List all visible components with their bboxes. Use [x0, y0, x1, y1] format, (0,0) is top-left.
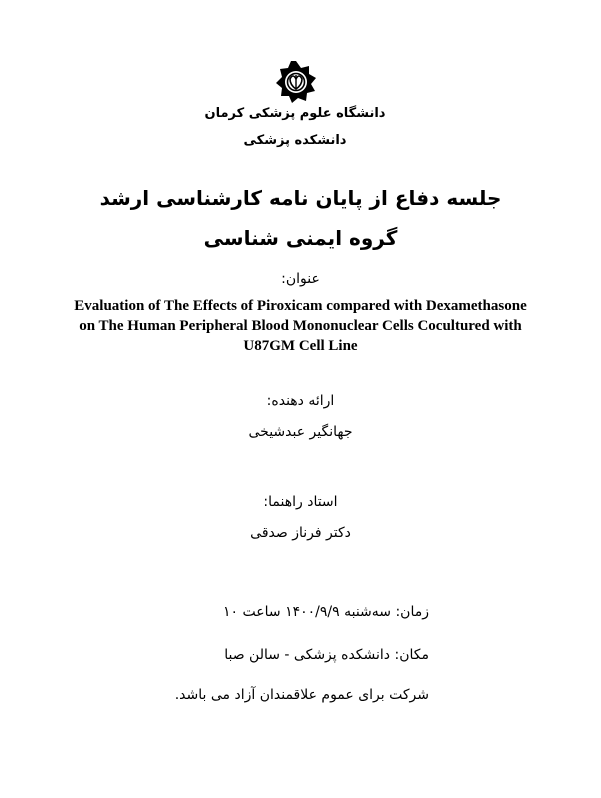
page-title: جلسه دفاع از پایان نامه کارشناسی ارشد	[99, 186, 502, 210]
presenter-name: جهانگیر عبدشیخی	[248, 424, 353, 440]
university-name: دانشگاه علوم پزشکی کرمان	[204, 106, 386, 121]
presenter-label: ارائه دهنده:	[266, 393, 335, 409]
university-emblem-icon	[274, 60, 318, 104]
department-title: گروه ایمنی شناسی	[203, 226, 398, 250]
thesis-title-line: U87GM Cell Line	[243, 338, 358, 354]
thesis-title-line: on The Human Peripheral Blood Mononuclear Cells Cocultured with	[79, 318, 522, 334]
advisor-name: دکتر فرناز صدقی	[250, 525, 351, 541]
thesis-title-line: Evaluation of The Effects of Piroxicam compared with Dexamethasone	[74, 298, 527, 314]
advisor-label: استاد راهنما:	[263, 494, 338, 510]
faculty-name: دانشکده پزشکی	[243, 133, 347, 148]
session-place: مکان: دانشکده پزشکی - سالن صبا	[224, 647, 429, 663]
session-time: زمان: سه‌شنبه ۱۴۰۰/۹/۹ ساعت ۱۰	[223, 604, 429, 620]
subject-label: عنوان:	[281, 271, 320, 287]
invitation-note: شرکت برای عموم علاقمندان آزاد می باشد.	[174, 687, 429, 703]
thesis-title	[20, 296, 581, 356]
